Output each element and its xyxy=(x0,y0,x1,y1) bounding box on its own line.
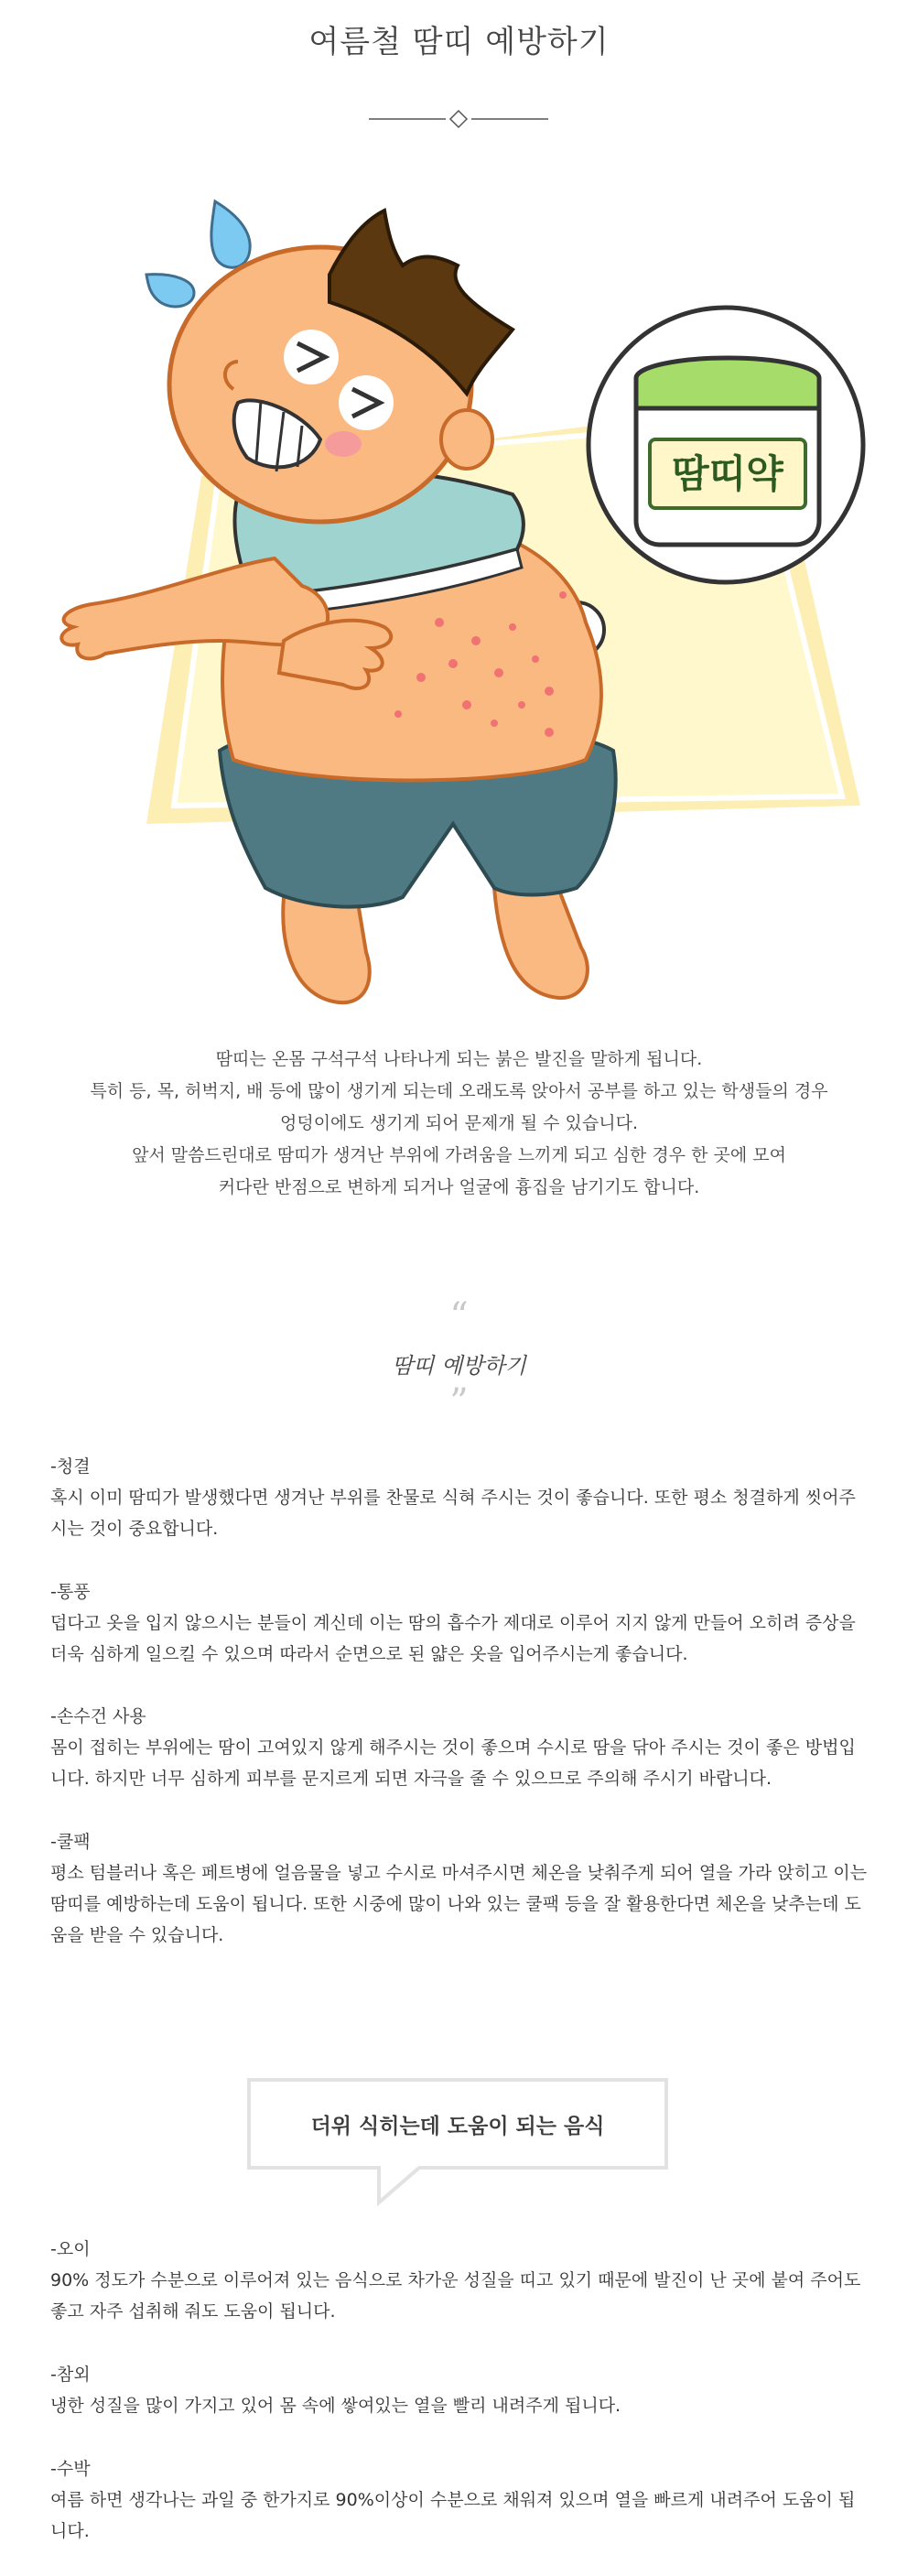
item-text: 90% 정도가 수분으로 이루어져 있는 음식으로 차가운 성질을 띠고 있기 때문에 발진이 난 곳에 붙여 주어도 좋고 자주 섭취해 줘도 도움이 됩니다. xyxy=(50,2270,861,2322)
boy-cheek xyxy=(325,431,362,457)
intro-line: 앞서 말씀드린대로 땀띠가 생겨난 부위에 가려움을 느끼게 되고 심한 경우 한 곳에 모여 xyxy=(132,1145,786,1165)
item-text: 냉한 성질을 많이 가지고 있어 몸 속에 쌓여있는 열을 빨리 내려주게 됩니다. xyxy=(50,2396,621,2416)
foods-title: 더위 식히는데 도움이 되는 음식 xyxy=(310,2115,605,2138)
boy-ear xyxy=(441,410,492,469)
boy-leg xyxy=(283,897,370,1002)
speech-tail xyxy=(377,2166,423,2206)
food-item xyxy=(50,2359,869,2421)
sweat-drop-icon xyxy=(211,201,250,267)
jar-label: 땀띠약 xyxy=(672,451,783,496)
item-text: 덥다고 옷을 입지 않으시는 분들이 계신데 이는 땀의 흡수가 제대로 이루어 지지 않게 만들어 오히려 증상을 더욱 심하게 일으킬 수 있으며 따라서 순면으로 된 얇은 옷을 입어주시는게 좋습니다. xyxy=(50,1613,856,1664)
intro-line: 엉덩이에도 생기게 되어 문제개 될 수 있습니다. xyxy=(279,1113,638,1133)
item-label: -손수건 사용 xyxy=(50,1706,146,1726)
sweat-drop-icon xyxy=(146,275,194,307)
intro-line: 땀띠는 온몸 구석구석 나타나게 되는 붉은 발진을 말하게 됩니다. xyxy=(215,1049,703,1069)
item-text: 여름 하면 생각나는 과일 중 한가지로 90%이상이 수분으로 채워져 있으며 열을 빠르게 내려주어 도움이 됩니다. xyxy=(50,2490,856,2541)
prevention-item xyxy=(50,1451,869,1544)
boy-eye xyxy=(284,330,339,384)
boy-eye xyxy=(339,375,394,430)
prevention-item xyxy=(50,1826,869,1951)
page-title: 여름철 땀띠 예방하기 xyxy=(308,24,610,60)
sweaty-boy-illustration xyxy=(37,165,888,1007)
quote-open-icon: “ xyxy=(449,1295,469,1337)
prevention-item xyxy=(50,1701,869,1794)
prevention-title: 땀띠 예방하기 xyxy=(392,1353,526,1379)
food-item xyxy=(50,2453,869,2547)
item-text: 몸이 접히는 부위에는 땀이 고여있지 않게 해주시는 것이 좋으며 수시로 땀을 닦아 주시는 것이 좋은 방법입니다. 하지만 너무 심하게 피부를 문지르게 되면 자극을 줄 수 있으므로 주의해 주시기 바랍니다. xyxy=(50,1737,856,1789)
item-label: -참외 xyxy=(50,2365,91,2385)
intro-line: 특히 등, 목, 허벅지, 배 등에 많이 생기게 되는데 오래도록 앉아서 공부를 하고 있는 학생들의 경우 xyxy=(90,1081,828,1101)
quote-close-icon: ” xyxy=(449,1381,469,1423)
boy-leg xyxy=(494,888,588,998)
item-label: -오이 xyxy=(50,2239,91,2259)
item-text: 평소 텀블러나 혹은 페트병에 얼음물을 넣고 수시로 마셔주시면 체온을 낮춰주게 되어 열을 가라 앉히고 이는 땀띠를 예방하는데 도움이 됩니다. 또한 시중에 많이 나와 있는 쿨팩 등을 잘 활용한다면 체온을 낮추는데 도움을 받을 수 있습니다. xyxy=(50,1863,868,1945)
item-label: -수박 xyxy=(50,2459,91,2479)
foods-heading-box xyxy=(247,2078,668,2170)
item-label: -통풍 xyxy=(50,1582,91,1602)
intro-line: 커다란 반점으로 변하게 되거나 얼굴에 흉집을 남기기도 합니다. xyxy=(218,1177,700,1197)
item-text: 혹시 이미 땀띠가 발생했다면 생겨난 부위를 찬물로 식혀 주시는 것이 좋습니다. 또한 평소 청결하게 씻어주시는 것이 중요합니다. xyxy=(50,1488,856,1539)
item-label: -쿨팩 xyxy=(50,1832,91,1852)
food-item xyxy=(50,2234,869,2327)
prevention-item xyxy=(50,1576,869,1670)
item-label: -청결 xyxy=(50,1456,91,1477)
intro-paragraph xyxy=(55,1044,863,1204)
title-divider xyxy=(369,108,548,130)
